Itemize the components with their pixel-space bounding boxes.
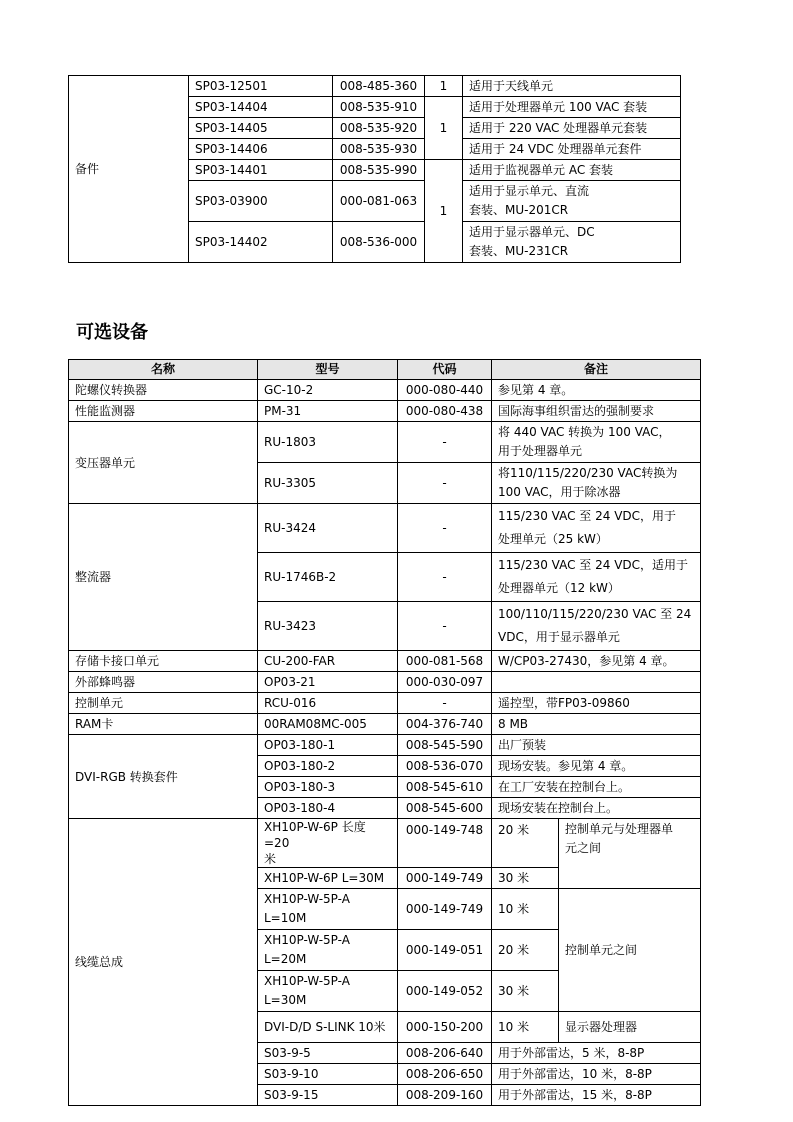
code: 008-206-640 bbox=[398, 1043, 492, 1064]
optional-equipment-table bbox=[68, 359, 701, 1106]
model: RU-3423 bbox=[258, 602, 398, 651]
code: 008-209-160 bbox=[398, 1085, 492, 1106]
note: 适用于天线单元 bbox=[463, 76, 681, 97]
model-line: L=30M bbox=[264, 993, 307, 1007]
usage-line: 控制单元与处理器单 bbox=[565, 822, 674, 836]
remarks bbox=[492, 504, 701, 553]
note: 适用于 220 VAC 处理器单元套装 bbox=[463, 118, 681, 139]
model: 00RAM08MC-005 bbox=[258, 714, 398, 735]
item-name: 变压器单元 bbox=[69, 422, 258, 504]
remarks-line: 100/110/115/220/230 VAC 至 24 bbox=[498, 607, 692, 621]
code: 000-149-052 bbox=[398, 971, 492, 1012]
code: 008-545-600 bbox=[398, 798, 492, 819]
table-row bbox=[69, 672, 701, 693]
model: RCU-016 bbox=[258, 693, 398, 714]
code: 000-149-749 bbox=[398, 868, 492, 889]
note bbox=[463, 222, 681, 263]
table-row bbox=[69, 714, 701, 735]
section-title: 可选设备 bbox=[76, 322, 148, 343]
length: 20 米 bbox=[492, 930, 559, 971]
code: 008-536-000 bbox=[333, 222, 425, 263]
item-name: 控制单元 bbox=[69, 693, 258, 714]
item-name: 线缆总成 bbox=[69, 819, 258, 1106]
code: 000-080-440 bbox=[398, 380, 492, 401]
code: - bbox=[398, 463, 492, 504]
code: 008-206-650 bbox=[398, 1064, 492, 1085]
usage-line: 元之间 bbox=[565, 841, 602, 855]
model-line: L=20M bbox=[264, 952, 307, 966]
model: OP03-180-3 bbox=[258, 777, 398, 798]
code: 000-149-051 bbox=[398, 930, 492, 971]
remarks bbox=[492, 672, 701, 693]
length: 10 米 bbox=[492, 889, 559, 930]
code: 008-485-360 bbox=[333, 76, 425, 97]
table-row bbox=[69, 504, 701, 553]
model bbox=[258, 889, 398, 930]
model: OP03-21 bbox=[258, 672, 398, 693]
quantity: 1 bbox=[425, 160, 463, 263]
model-line: XH10P-W-5P-A bbox=[264, 974, 350, 988]
table-row bbox=[69, 693, 701, 714]
remarks: 国际海事组织雷达的强制要求 bbox=[492, 401, 701, 422]
table-row bbox=[69, 819, 701, 868]
code: 000-150-200 bbox=[398, 1012, 492, 1043]
spares-category: 备件 bbox=[69, 76, 189, 263]
quantity: 1 bbox=[425, 76, 463, 97]
header-name: 名称 bbox=[69, 360, 258, 380]
model: OP03-180-2 bbox=[258, 756, 398, 777]
code: - bbox=[398, 693, 492, 714]
part-number: SP03-03900 bbox=[189, 181, 333, 222]
part-number: SP03-12501 bbox=[189, 76, 333, 97]
remarks-line: VDC，用于显示器单元 bbox=[498, 630, 620, 644]
remarks: 遥控型，带FP03-09860 bbox=[492, 693, 701, 714]
item-name: 外部蜂鸣器 bbox=[69, 672, 258, 693]
remarks bbox=[492, 553, 701, 602]
model: PM-31 bbox=[258, 401, 398, 422]
model: S03-9-15 bbox=[258, 1085, 398, 1106]
item-name: 存储卡接口单元 bbox=[69, 651, 258, 672]
remarks: W/CP03-27430，参见第 4 章。 bbox=[492, 651, 701, 672]
code: - bbox=[398, 602, 492, 651]
length: 30 米 bbox=[492, 868, 559, 889]
table-row bbox=[69, 380, 701, 401]
table-row bbox=[69, 651, 701, 672]
model bbox=[258, 930, 398, 971]
code: 008-545-590 bbox=[398, 735, 492, 756]
remarks: 用于外部雷达，5 米，8-8P bbox=[492, 1043, 701, 1064]
model bbox=[258, 819, 398, 868]
item-name: 陀螺仪转换器 bbox=[69, 380, 258, 401]
model: DVI-D/D S-LINK 10米 bbox=[258, 1012, 398, 1043]
code: 000-081-568 bbox=[398, 651, 492, 672]
table-row bbox=[69, 422, 701, 463]
code: 008-535-910 bbox=[333, 97, 425, 118]
table-row bbox=[69, 76, 681, 97]
table-row bbox=[69, 401, 701, 422]
code: - bbox=[398, 422, 492, 463]
table-row bbox=[69, 735, 701, 756]
remarks: 用于外部雷达，15 米，8-8P bbox=[492, 1085, 701, 1106]
model: S03-9-10 bbox=[258, 1064, 398, 1085]
part-number: SP03-14406 bbox=[189, 139, 333, 160]
code: 000-149-748 bbox=[398, 819, 492, 868]
item-name: 性能监测器 bbox=[69, 401, 258, 422]
usage: 控制单元之间 bbox=[559, 889, 701, 1012]
note-line: 适用于显示单元、直流 bbox=[469, 184, 590, 198]
remarks: 在工厂安装在控制台上。 bbox=[492, 777, 701, 798]
model: CU-200-FAR bbox=[258, 651, 398, 672]
remarks bbox=[492, 463, 701, 504]
model: RU-1746B-2 bbox=[258, 553, 398, 602]
model: RU-3424 bbox=[258, 504, 398, 553]
code: 000-030-097 bbox=[398, 672, 492, 693]
note: 适用于处理器单元 100 VAC 套装 bbox=[463, 97, 681, 118]
model: OP03-180-4 bbox=[258, 798, 398, 819]
remarks-line: 100 VAC，用于除冰器 bbox=[498, 485, 621, 499]
code: 008-535-930 bbox=[333, 139, 425, 160]
note-line: 套装、MU-231CR bbox=[469, 244, 569, 258]
model bbox=[258, 971, 398, 1012]
code: 000-149-749 bbox=[398, 889, 492, 930]
header-code: 代码 bbox=[398, 360, 492, 380]
note: 适用于监视器单元 AC 套装 bbox=[463, 160, 681, 181]
item-name: 整流器 bbox=[69, 504, 258, 651]
remarks bbox=[492, 602, 701, 651]
spares-table bbox=[68, 75, 681, 263]
length: 20 米 bbox=[492, 819, 559, 868]
model-line: XH10P-W-5P-A bbox=[264, 933, 350, 947]
code: 008-535-990 bbox=[333, 160, 425, 181]
model-line: L=10M bbox=[264, 911, 307, 925]
part-number: SP03-14402 bbox=[189, 222, 333, 263]
header-row bbox=[69, 360, 701, 380]
model-line: 米 bbox=[264, 852, 277, 866]
model: RU-3305 bbox=[258, 463, 398, 504]
remarks-line: 用于处理器单元 bbox=[498, 444, 583, 458]
remarks-line: 将 440 VAC 转换为 100 VAC， bbox=[498, 425, 671, 439]
remarks-line: 处理器单元（12 kW） bbox=[498, 581, 620, 595]
remarks-line: 115/230 VAC 至 24 VDC，适用于 bbox=[498, 558, 689, 572]
note-line: 适用于显示器单元、DC bbox=[469, 225, 595, 239]
remarks: 现场安装在控制台上。 bbox=[492, 798, 701, 819]
code: 008-536-070 bbox=[398, 756, 492, 777]
model: RU-1803 bbox=[258, 422, 398, 463]
item-name: DVI-RGB 转换套件 bbox=[69, 735, 258, 819]
header-remarks: 备注 bbox=[492, 360, 701, 380]
model: GC-10-2 bbox=[258, 380, 398, 401]
code: - bbox=[398, 553, 492, 602]
note: 适用于 24 VDC 处理器单元套件 bbox=[463, 139, 681, 160]
remarks: 现场安装。参见第 4 章。 bbox=[492, 756, 701, 777]
note-line: 套装、MU-201CR bbox=[469, 203, 569, 217]
model: OP03-180-1 bbox=[258, 735, 398, 756]
part-number: SP03-14401 bbox=[189, 160, 333, 181]
quantity: 1 bbox=[425, 97, 463, 160]
remarks bbox=[492, 422, 701, 463]
remarks: 用于外部雷达，10 米，8-8P bbox=[492, 1064, 701, 1085]
code: 000-080-438 bbox=[398, 401, 492, 422]
part-number: SP03-14404 bbox=[189, 97, 333, 118]
code: 008-545-610 bbox=[398, 777, 492, 798]
code: 004-376-740 bbox=[398, 714, 492, 735]
code: 008-535-920 bbox=[333, 118, 425, 139]
remarks-line: 处理单元（25 kW） bbox=[498, 532, 608, 546]
usage: 显示器处理器 bbox=[559, 1012, 701, 1043]
model: XH10P-W-6P L=30M bbox=[258, 868, 398, 889]
code: - bbox=[398, 504, 492, 553]
model-line: XH10P-W-5P-A bbox=[264, 892, 350, 906]
usage bbox=[559, 819, 701, 889]
remarks-line: 将110/115/220/230 VAC转换为 bbox=[498, 466, 678, 480]
remarks-line: 115/230 VAC 至 24 VDC，用于 bbox=[498, 509, 677, 523]
model: S03-9-5 bbox=[258, 1043, 398, 1064]
header-model: 型号 bbox=[258, 360, 398, 380]
remarks: 8 MB bbox=[492, 714, 701, 735]
code: 000-081-063 bbox=[333, 181, 425, 222]
note bbox=[463, 181, 681, 222]
length: 30 米 bbox=[492, 971, 559, 1012]
remarks: 参见第 4 章。 bbox=[492, 380, 701, 401]
model-line: XH10P-W-6P 长度=20 bbox=[264, 820, 366, 850]
part-number: SP03-14405 bbox=[189, 118, 333, 139]
length: 10 米 bbox=[492, 1012, 559, 1043]
remarks: 出厂预装 bbox=[492, 735, 701, 756]
item-name: RAM卡 bbox=[69, 714, 258, 735]
